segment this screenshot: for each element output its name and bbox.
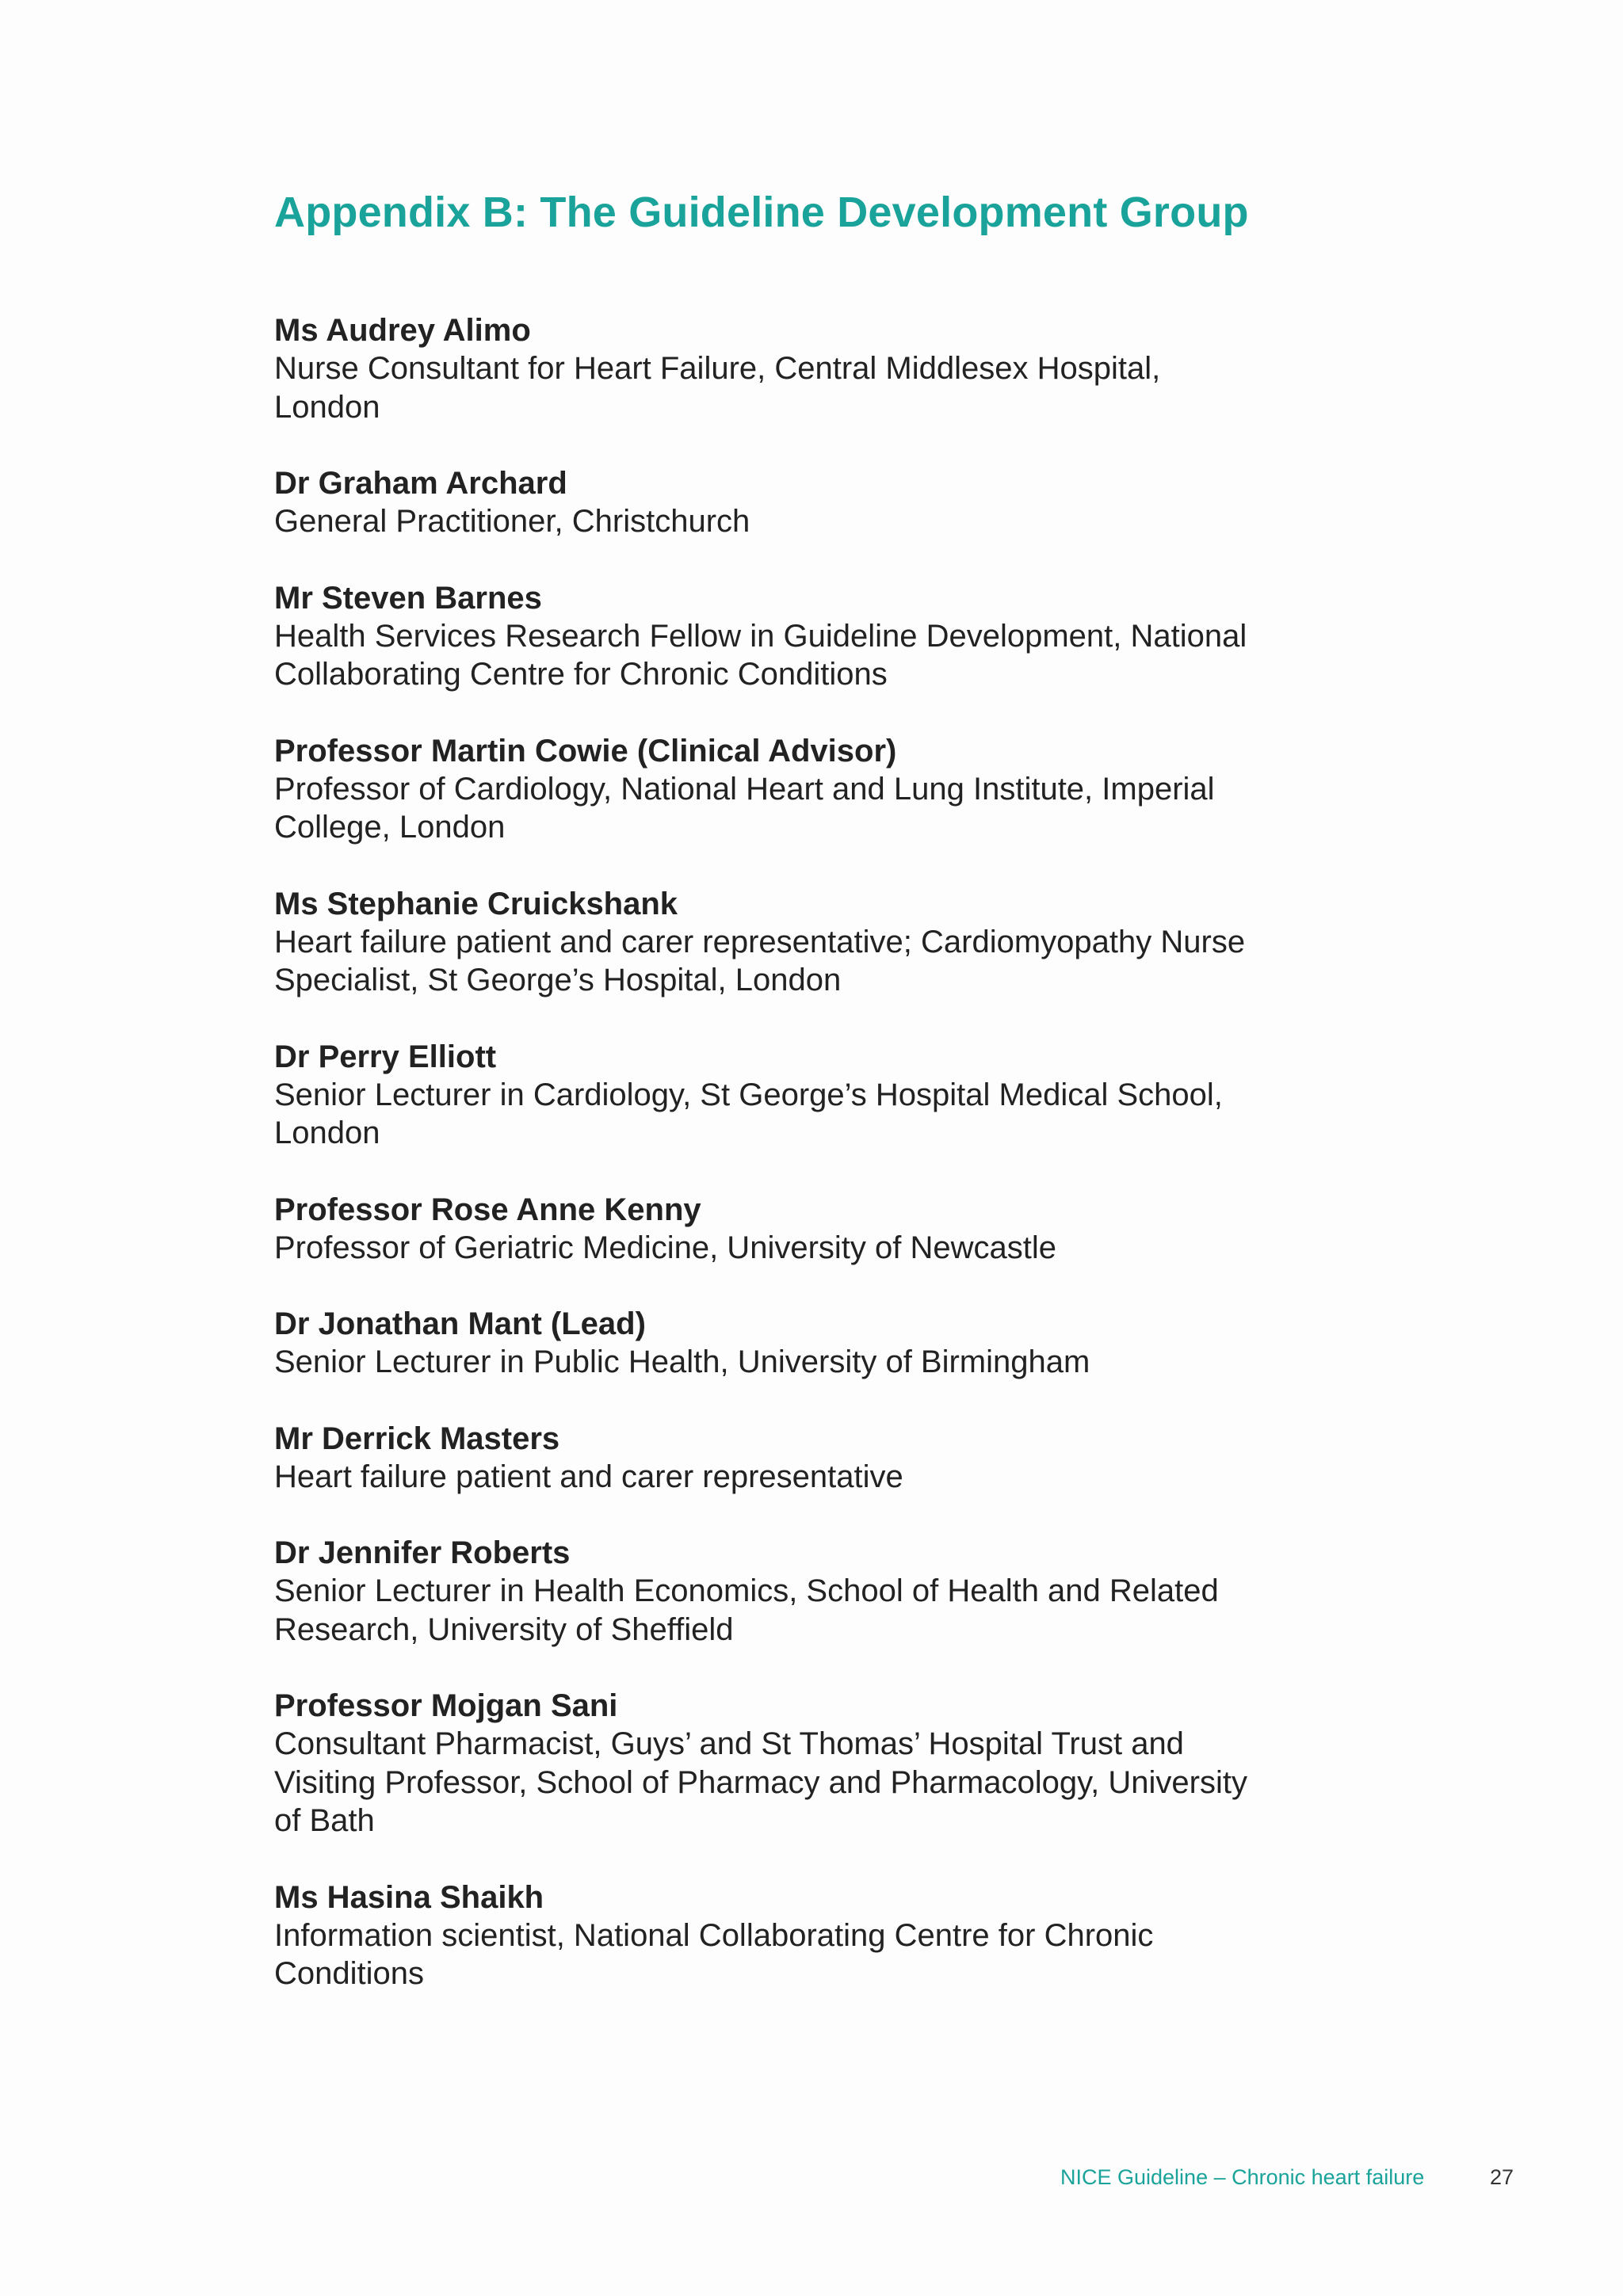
page-footer — [1060, 2161, 1514, 2193]
member-entry — [274, 1305, 1384, 1382]
member-entry — [274, 1420, 1384, 1497]
member-role — [274, 1572, 1384, 1649]
member-entry — [274, 1038, 1384, 1153]
member-role — [274, 923, 1384, 1000]
member-entry — [274, 885, 1384, 1000]
member-name: Mr Derrick Masters — [274, 1421, 560, 1456]
member-name: Dr Jennifer Roberts — [274, 1535, 571, 1570]
member-role-line: London — [274, 1116, 380, 1150]
member-name: Professor Rose Anne Kenny — [274, 1192, 701, 1227]
member-role-line: Professor of Geriatric Medicine, University of Newcastle — [274, 1230, 1056, 1265]
member-role-line: Senior Lecturer in Health Economics, School of Health and Related — [274, 1573, 1219, 1608]
member-role-line: Health Services Research Fellow in Guideline Development, National — [274, 618, 1247, 654]
page-title: Appendix B: The Guideline Development Group — [274, 189, 1249, 236]
member-entry — [274, 1191, 1384, 1268]
member-role-line: Information scientist, National Collaborating Centre for Chronic — [274, 1917, 1154, 1953]
member-name: Dr Perry Elliott — [274, 1039, 497, 1074]
member-role-line: Senior Lecturer in Public Health, University of Birmingham — [274, 1344, 1090, 1379]
member-entry — [274, 579, 1384, 694]
member-entry — [274, 732, 1384, 847]
member-name: Ms Hasina Shaikh — [274, 1879, 544, 1915]
footer-title: NICE Guideline – Chronic heart failure — [1060, 2165, 1425, 2189]
member-role-line: London — [274, 389, 380, 425]
member-role-line: Visiting Professor, School of Pharmacy and Pharmacology, University — [274, 1764, 1247, 1800]
member-role — [274, 502, 1384, 541]
member-role — [274, 617, 1384, 694]
member-role-line: Conditions — [274, 1956, 425, 1991]
member-name: Ms Audrey Alimo — [274, 313, 531, 348]
member-name: Professor Mojgan Sani — [274, 1688, 618, 1723]
member-role-line: General Practitioner, Christchurch — [274, 504, 750, 539]
member-role-line: Professor of Cardiology, National Heart and Lung Institute, Imperial — [274, 771, 1215, 807]
member-role — [274, 770, 1384, 847]
member-role — [274, 1917, 1384, 1993]
member-entry — [274, 1687, 1384, 1840]
member-role-line: Heart failure patient and carer representative; Cardiomyopathy Nurse — [274, 924, 1246, 959]
page-number: 27 — [1489, 2165, 1514, 2189]
member-role-line: Senior Lecturer in Cardiology, St George’s Hospital Medical School, — [274, 1077, 1223, 1112]
member-role-line: College, London — [274, 810, 506, 845]
member-entry — [274, 311, 1384, 426]
member-role-line: Heart failure patient and carer representative — [274, 1459, 903, 1494]
member-entry — [274, 1878, 1384, 1993]
member-name: Professor Martin Cowie (Clinical Advisor) — [274, 733, 897, 769]
member-name: Mr Steven Barnes — [274, 580, 542, 616]
member-role — [274, 1725, 1384, 1840]
member-role — [274, 1343, 1384, 1382]
member-role — [274, 349, 1384, 426]
member-role — [274, 1076, 1384, 1153]
member-role-line: Collaborating Centre for Chronic Conditions — [274, 657, 888, 692]
member-name: Dr Jonathan Mant (Lead) — [274, 1306, 646, 1341]
member-name: Ms Stephanie Cruickshank — [274, 886, 678, 921]
member-role — [274, 1229, 1384, 1268]
member-role-line: of Bath — [274, 1803, 375, 1838]
member-role — [274, 1458, 1384, 1497]
member-list — [274, 311, 1384, 2031]
member-role-line: Consultant Pharmacist, Guys’ and St Thomas’ Hospital Trust and — [274, 1726, 1184, 1761]
member-entry — [274, 464, 1384, 541]
member-role-line: Research, University of Sheffield — [274, 1611, 734, 1647]
member-name: Dr Graham Archard — [274, 466, 567, 501]
member-entry — [274, 1534, 1384, 1649]
member-role-line: Specialist, St George’s Hospital, London — [274, 963, 842, 997]
member-role-line: Nurse Consultant for Heart Failure, Central Middlesex Hospital, — [274, 351, 1161, 386]
